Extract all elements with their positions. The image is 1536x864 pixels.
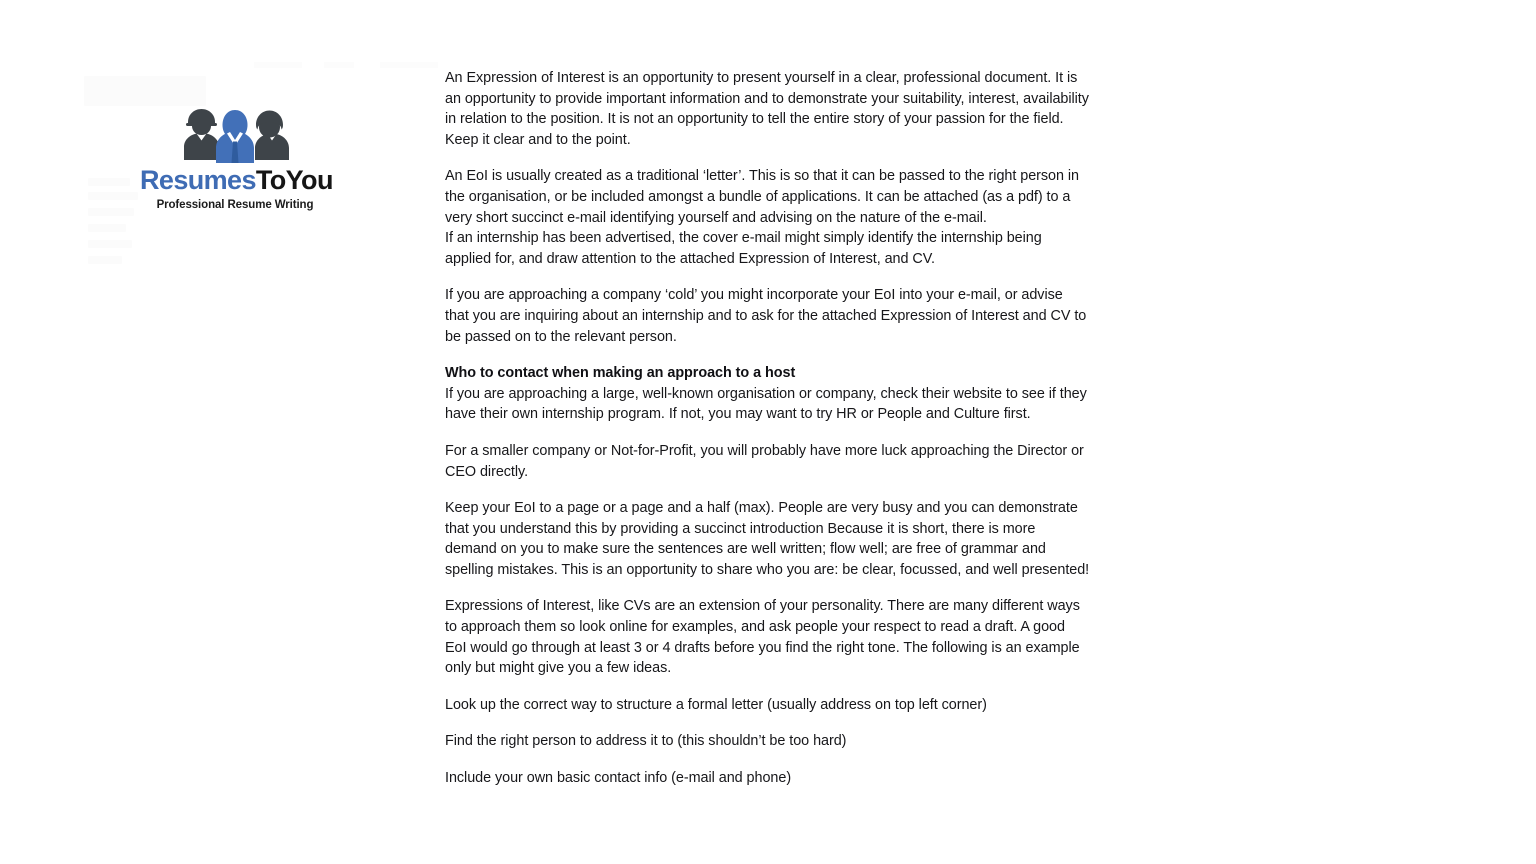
- paragraph: If an internship has been advertised, the cover e-mail might simply identify the internship being applied for, and draw attention to the attached Expression of Interest, and CV.: [445, 230, 1042, 267]
- businesswoman-figure: [255, 111, 289, 161]
- ghost-artifact: [88, 256, 122, 264]
- ghost-artifact: [88, 208, 134, 216]
- paragraph: Expressions of Interest, like CVs are an extension of your personality. There are many different ways to approach them so look online for examples, and ask people your respect to read a draft. A good EoI would go through at least 3 or 4 drafts before you find the right tone. The following is an example only but might give you a few ideas.: [445, 598, 1080, 677]
- paragraph: Look up the correct way to structure a formal letter (usually address on top left corner): [445, 696, 987, 713]
- ghost-artifact: [88, 224, 126, 232]
- section-heading: Who to contact when making an approach to a host: [445, 365, 796, 382]
- three-people-icon: [181, 105, 289, 163]
- ghost-artifact: [254, 62, 302, 68]
- paragraph: If you are approaching a company ‘cold’ you might incorporate your EoI into your e-mail, or advise that you are inquiring about an internship and to ask for the attached Expression of Interest and CV to be passed on to the relevant person.: [445, 287, 1087, 345]
- paragraph: Include your own basic contact info (e-mail and phone): [445, 770, 792, 787]
- paragraph: An Expression of Interest is an opportunity to present yourself in a clear, professional document. It is an opportunity to provide important information and to demonstrate your suitability, interest, availability in relation to the position. It is not an opportunity to tell the entire story of your passion for the field. Keep it clear and to the point.: [445, 70, 1089, 148]
- businessman-figure: [216, 110, 254, 163]
- ghost-artifact: [88, 240, 132, 248]
- ghost-artifact: [84, 76, 206, 106]
- paragraph: Keep your EoI to a page or a page and a half (max). People are very busy and you can demonstrate that you understand this by providing a succinct introduction Because it is short, there is more demand on you to make sure the sentences are well written; flow well; are free of grammar and spelling mistakes. This is an opportunity to share who you are: be clear, focussed, and well presented!: [445, 500, 1090, 578]
- logo-wordmark-secondary: ToYou: [255, 165, 333, 195]
- ghost-artifact: [88, 192, 138, 200]
- paragraph: If you are approaching a large, well-known organisation or company, check their website to see if they have their own internship program. If not, you may want to try HR or People and Culture first.: [445, 385, 1087, 423]
- document-body: [445, 68, 1090, 805]
- logo-wordmark: [140, 165, 333, 195]
- ghost-artifact: [88, 178, 130, 186]
- paragraph: For a smaller company or Not-for-Profit, you will probably have more luck approaching the Director or CEO directly.: [445, 442, 1084, 480]
- logo-wordmark-primary: Resumes: [140, 165, 256, 195]
- paragraph: An EoI is usually created as a traditional ‘letter’. This is so that it can be passed to the right person in the organisation, or be included amongst a bundle of applications. It can be attached (as a pdf) to a very short succinct e-mail identifying yourself and advising on the nature of the e-mail.: [445, 168, 1080, 226]
- ghost-artifact: [380, 62, 438, 68]
- construction-worker-figure: [184, 109, 219, 160]
- logo-tagline: Professional Resume Writing: [156, 199, 314, 211]
- company-logo: [140, 105, 333, 211]
- paragraph: Find the right person to address it to (this shouldn’t be too hard): [445, 733, 847, 750]
- ghost-artifact: [324, 62, 354, 68]
